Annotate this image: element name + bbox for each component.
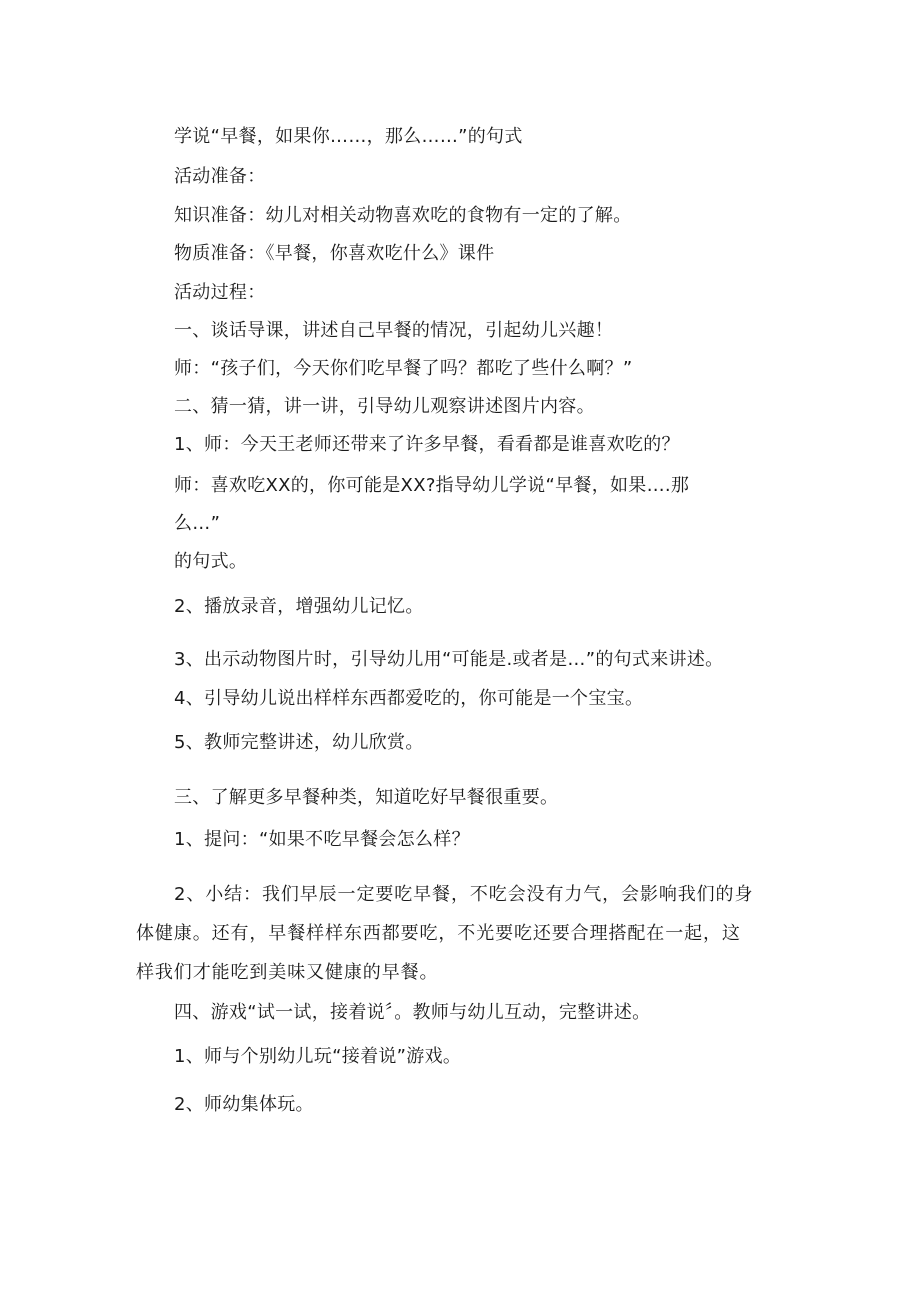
text-line-step-2-5: 5、教师完整讲述，幼儿欣赏。 xyxy=(174,732,424,753)
text-line-section-four: 四、游戏“试一试，接着说〞。教师与幼儿互动，完整讲述。 xyxy=(174,1002,651,1023)
text-line-knowledge-preparation: 知识准备：幼儿对相关动物喜欢吃的食物有一定的了解。 xyxy=(174,205,632,226)
text-line-step-2-4: 4、引导幼儿说出样样东西都爱吃的，你可能是一个宝宝。 xyxy=(174,688,644,709)
text-line-step-2-3: 3、出示动物图片时，引导幼儿用“可能是.或者是…”的句式来讲述。 xyxy=(174,649,724,670)
text-line-section-three: 三、了解更多早餐种类，知道吃好早餐很重要。 xyxy=(174,787,559,808)
text-line-step-2-1: 1、师：今天王老师还带来了许多早餐，看看都是谁喜欢吃的？ xyxy=(174,434,680,455)
text-line-material-preparation: 物质准备：《早餐，你喜欢吃什么》课件 xyxy=(174,243,495,264)
text-line-step-3-2-cont-2: 样我们才能吃到美味又健康的早餐。 xyxy=(136,962,439,983)
text-line-teacher-guidance-cont: 么…” xyxy=(174,513,221,534)
text-line-section-two: 二、猜一猜，讲一讲，引导幼儿观察讲述图片内容。 xyxy=(174,396,595,417)
text-line-step-3-2: 2、小结：我们早辰一定要吃早餐，不吃会没有力气，会影响我们的身 xyxy=(174,884,754,905)
text-line-step-4-1: 1、师与个别幼儿玩“接着说”游戏。 xyxy=(174,1046,462,1067)
text-line-step-3-2-cont-1: 体健康。还有，早餐样样东西都要吃，不光要吃还要合理搭配在一起，这 xyxy=(136,923,741,944)
text-line-teacher-question: 师：“孩子们，今天你们吃早餐了吗？都吃了些什么啊？” xyxy=(174,358,633,379)
text-line-step-2-2: 2、播放录音，增强幼儿记忆。 xyxy=(174,596,424,617)
text-line-sentence-pattern: 的句式。 xyxy=(174,551,248,572)
text-line-step-3-1: 1、提问：“如果不吃早餐会怎么样？ xyxy=(174,829,470,850)
text-line-step-4-2: 2、师幼集体玩。 xyxy=(174,1094,314,1115)
text-line-section-one: 一、谈话导课，讲述自己早餐的情况，引起幼儿兴趣！ xyxy=(174,320,614,341)
heading-activity-process: 活动过程： xyxy=(174,282,266,303)
heading-activity-preparation: 活动准备： xyxy=(174,166,266,187)
text-line-goal-sentence-pattern: 学说“早餐，如果你……，那么……”的句式 xyxy=(174,126,523,147)
text-line-teacher-guidance: 师：喜欢吃XX的，你可能是XX?指导幼儿学说“早餐，如果….那 xyxy=(174,475,690,496)
